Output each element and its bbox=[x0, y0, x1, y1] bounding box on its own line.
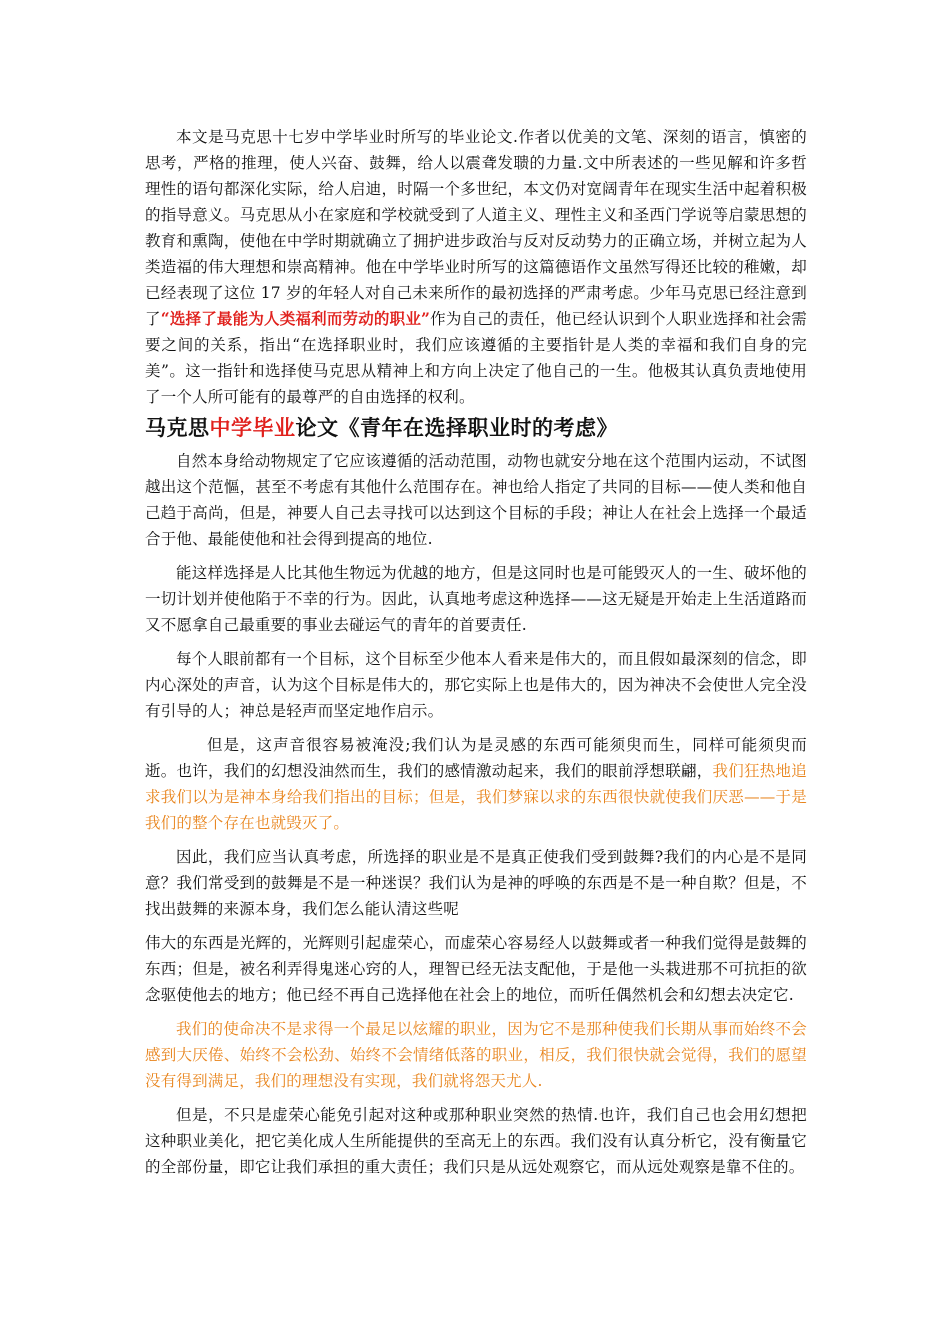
essay-paragraph-2: 能这样选择是人比其他生物远为优越的地方，但是这同时也是可能毁灭人的一生、破坏他的一切计划并使他陷于不幸的行为。因此，认真地考虑这种选择——这无疑是开始走上生活道路而又不愿拿自己最重要的事业去碰运气的青年的首要责任. bbox=[145, 564, 807, 634]
essay-paragraph-6: 伟大的东西是光辉的，光辉则引起虚荣心，而虚荣心容易经人以鼓舞或者一种我们觉得是鼓舞的东西；但是，被名利弄得鬼迷心窍的人，理智已经无法支配他，于是他一头栽进那不可抗拒的欲念驱使他去的地方；他已经不再自己选择他在社会上的地位，而听任偶然机会和幻想去决定它. bbox=[145, 934, 807, 1004]
intro-text-2: 作为自己的责任，他已经认识到个人职业选择和社会需要之间的关系，指出“在选择职业时，我们应该遵循的主要指针是人类的幸福和我们自身的完美”。这一指针和选择使马克思从精神上和方向上决定了他自己的一生。他极其认真负责地使用了一个人所可能有的最尊严的自由选择的权利。 bbox=[145, 310, 807, 406]
essay-paragraph-8: 但是，不只是虚荣心能免引起对这种或那种职业突然的热情.也许，我们自己也会用幻想把这种职业美化，把它美化成人生所能提供的至高无上的东西。我们没有认真分析它，没有衡量它的全部份量，即它让我们承担的重大责任；我们只是从远处观察它，而从远处观察是靠不住的。 bbox=[145, 1106, 807, 1176]
essay-paragraph-1: 自然本身给动物规定了它应该遵循的活动范围，动物也就安分地在这个范围内运动，不试图越出这个范慪，甚至不考虑有其他什么范围存在。神也给人指定了共同的目标——使人类和他自己趋于高尚，但是，神要人自己去寻找可以达到这个目标的手段；神让人在社会上选择一个最适合于他、最能使他和社会得到提高的地位. bbox=[145, 452, 807, 548]
document-body bbox=[145, 124, 807, 1180]
essay-title bbox=[145, 412, 807, 444]
title-highlight: 中学毕业 bbox=[209, 416, 296, 440]
paragraph-4-text: 但是，这声音很容易被淹没;我们认为是灵感的东西可能须臾而生，同样可能须臾而逝。也许，我们的幻想没油然而生，我们的感情激动起来，我们的眼前浮想联翩， bbox=[145, 736, 807, 780]
intro-paragraph bbox=[145, 124, 807, 410]
paragraph-4-highlight: 我们狂热地追求我们以为是神本身给我们指出的目标；但是，我们梦寐以求的东西很快就使我们厌恶——于是我们的整个存在也就毁灭了。 bbox=[145, 762, 808, 832]
title-part-1: 马克思 bbox=[145, 416, 210, 440]
intro-highlight-quote: “选择了最能为人类福利而劳动的职业” bbox=[160, 309, 431, 328]
title-part-2: 论文《青年在选择职业时的考虑》 bbox=[295, 416, 618, 440]
essay-paragraph-3: 每个人眼前都有一个目标，这个目标至少他本人看来是伟大的，而且假如最深刻的信念，即内心深处的声音，认为这个目标是伟大的，那它实际上也是伟大的，因为神决不会使世人完全没有引导的人；神总是轻声而坚定地作启示。 bbox=[145, 650, 807, 720]
essay-paragraph-4 bbox=[145, 732, 807, 836]
essay-paragraph-7: 我们的使命决不是求得一个最足以炫耀的职业，因为它不是那种使我们长期从事而始终不会感到大厌倦、始终不会松劲、始终不会情绪低落的职业，相反，我们很快就会觉得，我们的愿望没有得到满足，我们的理想没有实现，我们就将怨天尤人. bbox=[145, 1020, 807, 1090]
essay-paragraph-5: 因此，我们应当认真考虑，所选择的职业是不是真正使我们受到鼓舞?我们的内心是不是同意？我们常受到的鼓舞是不是一种迷误？我们认为是神的呼唤的东西是不是一种自欺？但是，不找出鼓舞的来源本身，我们怎么能认清这些呢 bbox=[145, 848, 807, 918]
intro-text-1: 本文是马克思十七岁中学毕业时所写的毕业论文.作者以优美的文笔、深刻的语言，慎密的思考，严格的推理，使人兴奋、鼓舞，给人以震聋发聩的力量.文中所表述的一些见解和许多哲理性的语句都深化实际，给人启迪，时隔一个多世纪，本文仍对宽阔青年在现实生活中起着积极的指导意义。马克思从小在家庭和学校就受到了人道主义、理性主义和圣西门学说等启蒙思想的教育和熏陶，使他在中学时期就确立了拥护进步政治与反对反动势力的正确立场，并树立起为人类造福的伟大理想和崇高精神。他在中学毕业时所写的这篇德语作文虽然写得还比较的稚嫩，却已经表现了这位 17 岁的年轻人对自己未来所作的最初选择的严肃考虑。少年马克思已经注意到了 bbox=[145, 128, 807, 328]
